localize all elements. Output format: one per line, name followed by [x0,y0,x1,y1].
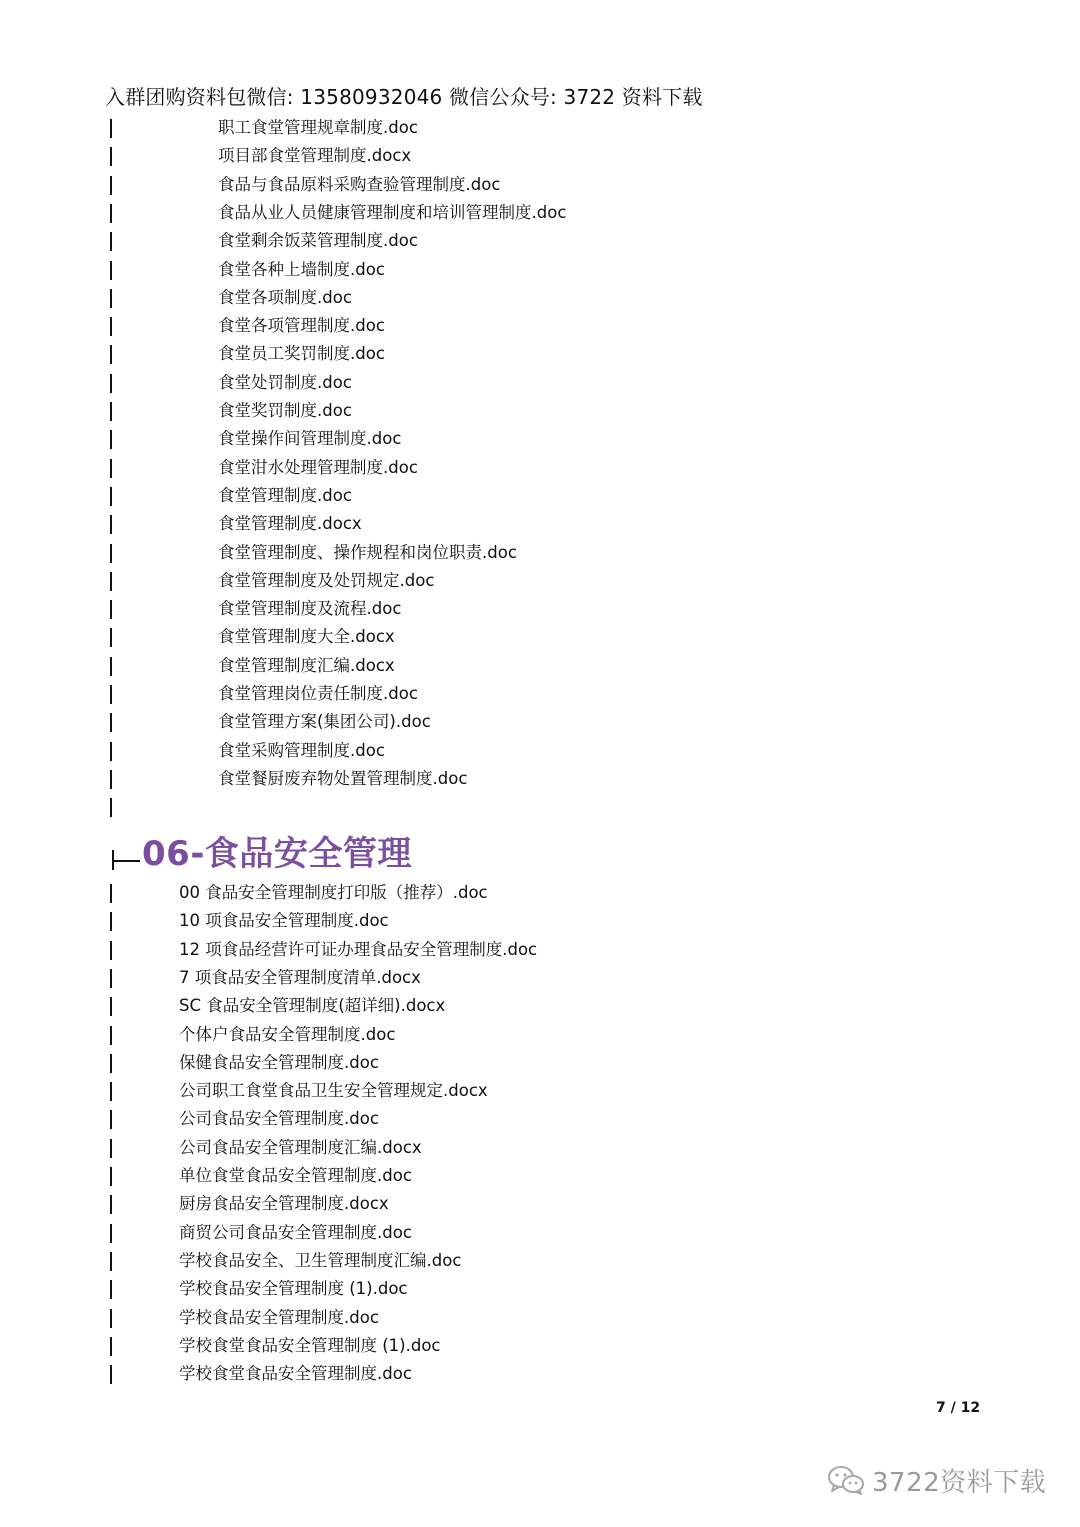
file-item: 12 项食品经营许可证办理食品安全管理制度.doc [179,939,538,959]
file-item: 学校食堂食品安全管理制度 (1).doc [179,1335,441,1355]
watermark-text: 3722资料下载 [872,1467,1047,1498]
file-item: 食堂采购管理制度.doc [218,740,385,760]
tree-line [110,742,112,761]
file-item: 学校食品安全管理制度.doc [179,1307,379,1327]
file-item: 厨房食品安全管理制度.docx [179,1194,389,1214]
file-item: 7 项食品安全管理制度清单.docx [179,967,421,987]
watermark [826,1462,1046,1498]
file-item: 食堂管理制度.docx [218,514,362,534]
tree-line [110,1337,112,1356]
file-item: 食堂奖罚制度.doc [218,401,352,420]
file-item: 食堂管理制度及流程.doc [218,599,402,619]
tree-line [110,572,112,591]
tree-line [110,1280,112,1299]
file-item: 食堂泔水处理管理制度.doc [218,457,418,477]
file-item: 00 食品安全管理制度打印版（推荐）.doc [179,883,488,902]
tree-line [110,657,112,676]
tree-line [110,147,112,166]
file-item: 食堂员工奖罚制度.doc [218,344,385,364]
file-item: 食堂各种上墙制度.doc [218,259,385,279]
file-item: 食堂各项管理制度.doc [218,316,385,336]
tree-line [110,1110,112,1129]
tree-line [110,261,112,280]
tree-line [110,1139,112,1158]
file-item: 食堂各项制度.doc [218,287,352,307]
tree-line [110,232,112,251]
file-item: 食堂餐厨废弃物处置管理制度.doc [218,768,468,788]
file-item: 食堂管理制度大全.docx [218,627,395,647]
file-item: 食堂管理方案(集团公司).doc [218,712,431,732]
file-item: 食堂管理制度、操作规程和岗位职责.doc [218,542,517,562]
tree-line [110,997,112,1016]
tree-line [110,770,112,789]
tree-line [110,912,112,931]
tree-line [110,628,112,647]
tree-line [110,402,112,421]
file-item: 学校食堂食品安全管理制度.doc [179,1364,412,1384]
file-item: 学校食品安全管理制度 (1).doc [179,1279,408,1299]
file-item: 食堂管理岗位责任制度.doc [218,684,418,703]
tree-line [110,289,112,308]
tree-branch-connector [112,830,142,870]
tree-line [110,1082,112,1101]
tree-line [110,1167,112,1186]
tree-line [110,430,112,449]
file-item: 食堂管理制度汇编.docx [218,655,395,675]
section-title: 06-食品安全管理 [142,833,412,874]
tree-line [110,1026,112,1045]
tree-line [110,176,112,195]
file-item: 保健食品安全管理制度.doc [179,1052,379,1072]
tree-line [110,1195,112,1214]
file-item: 公司职工食堂食品卫生安全管理规定.docx [179,1081,488,1101]
tree-line [110,685,112,704]
tree-line [110,317,112,336]
file-item: 10 项食品安全管理制度.doc [179,911,389,931]
file-item: 商贸公司食品安全管理制度.doc [179,1222,412,1242]
tree-line [110,1252,112,1271]
file-item: 食品与食品原料采购查验管理制度.doc [218,174,501,194]
file-item: 食堂管理制度及处罚规定.doc [218,570,435,590]
tree-line [110,1224,112,1243]
tree-line [110,1365,112,1384]
tree-line [110,798,112,817]
file-item: 学校食品安全、卫生管理制度汇编.doc [179,1250,462,1270]
section-heading-06 [112,824,412,876]
tree-line [110,1054,112,1073]
wechat-icon [826,1464,866,1496]
file-item: 公司食品安全管理制度.doc [179,1109,379,1129]
file-item: 食堂操作间管理制度.doc [218,429,402,449]
tree-line [110,941,112,960]
tree-line [110,487,112,506]
file-item: 公司食品安全管理制度汇编.docx [179,1137,422,1157]
file-item: 食品从业人员健康管理制度和培训管理制度.doc [218,202,567,222]
tree-line [110,544,112,563]
file-item: 单位食堂食品安全管理制度.doc [179,1166,412,1185]
page-number: 7 / 12 [936,1400,981,1416]
header-contact-line: 入群团购资料包微信: 13580932046 微信公众号: 3722 资料下载 [105,85,703,109]
file-item: 职工食堂管理规章制度.doc [218,118,418,137]
file-item: 食堂剩余饭菜管理制度.doc [218,231,418,251]
file-item: 个体户食品安全管理制度.doc [179,1024,396,1044]
tree-line [110,459,112,478]
tree-line [110,374,112,393]
file-item: 食堂处罚制度.doc [218,372,352,392]
tree-line [110,600,112,619]
tree-line [110,969,112,988]
tree-line [110,345,112,364]
tree-line [110,713,112,732]
tree-line [110,515,112,534]
file-item: SC 食品安全管理制度(超详细).docx [179,996,446,1016]
tree-line [110,119,112,138]
tree-line [110,884,112,903]
file-item: 食堂管理制度.doc [218,485,352,505]
tree-line [110,1309,112,1328]
file-item: 项目部食堂管理制度.docx [218,146,412,166]
tree-line [110,204,112,223]
